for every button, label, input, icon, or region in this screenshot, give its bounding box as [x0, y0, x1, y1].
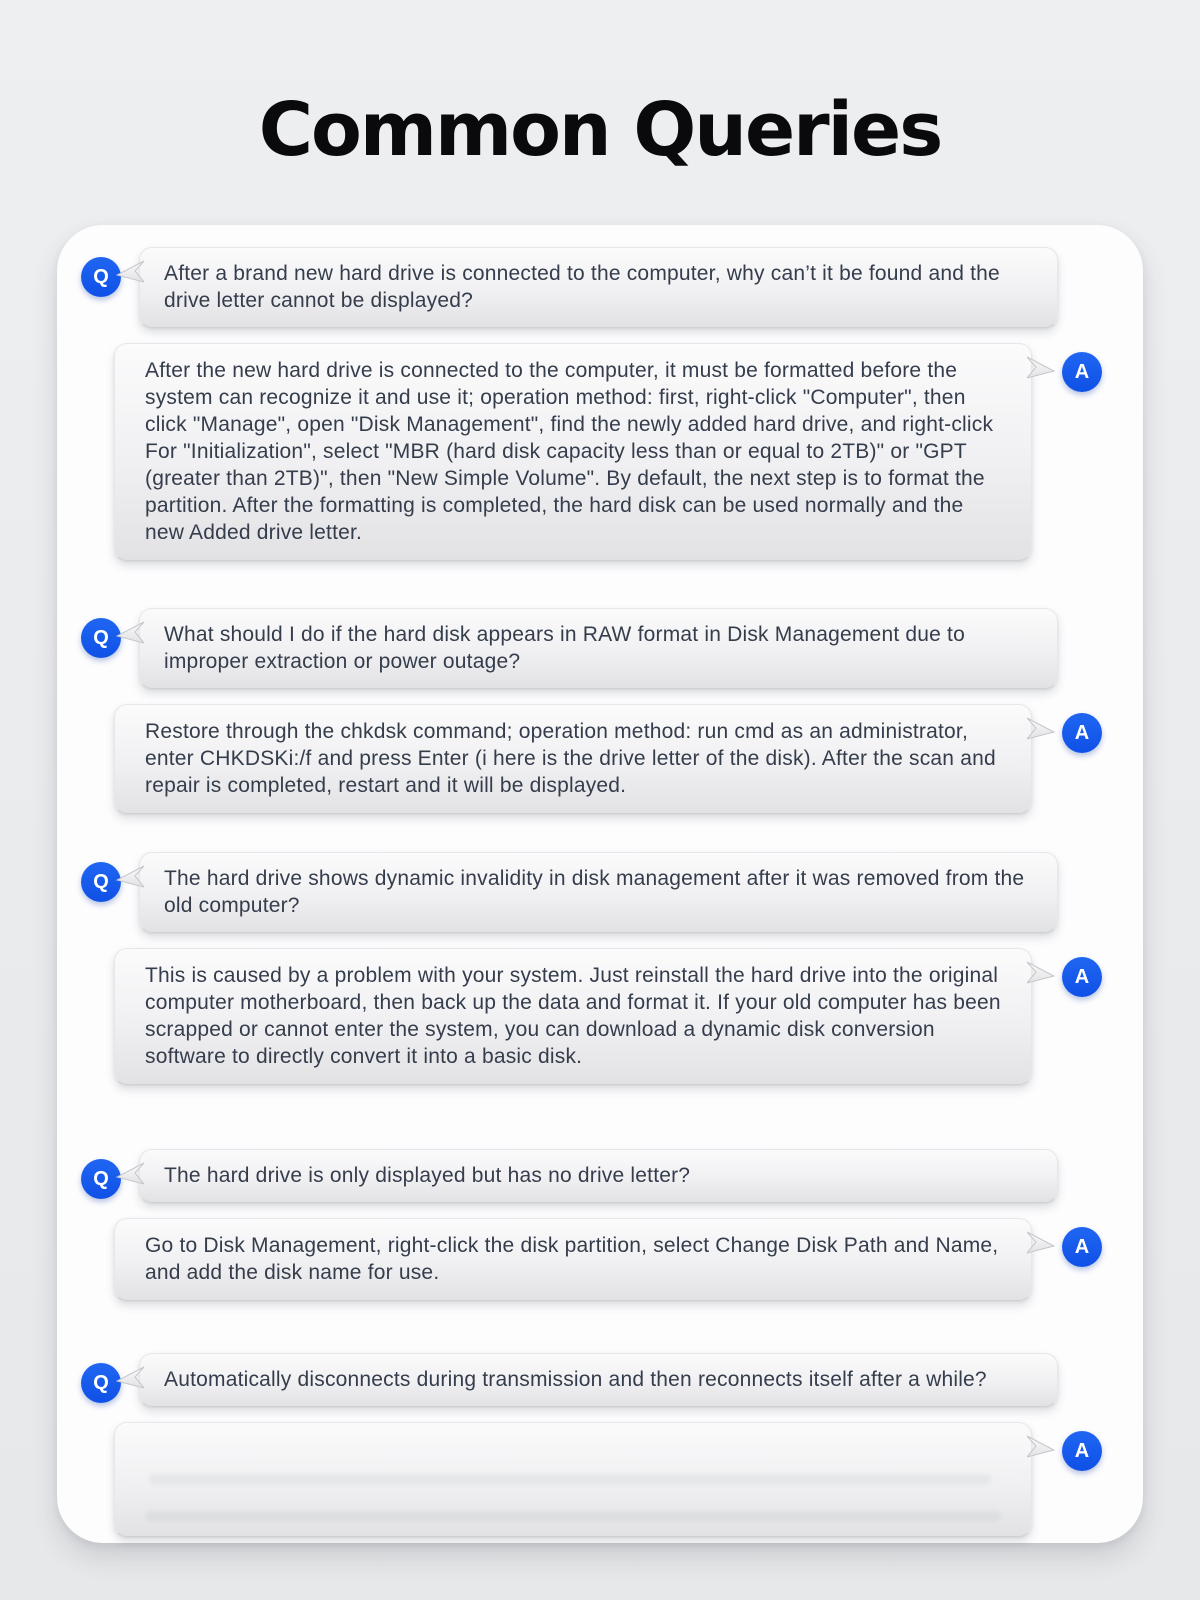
answer-text: Restore through the chkdsk command; operation method: run cmd as an administrator, enter CHKDSKi:/f and press Enter (i here is the drive letter of the disk). After the scan and repair is completed, restart and it will be displayed. [145, 720, 996, 797]
question-row [57, 247, 1143, 328]
faded-text-line [149, 1474, 991, 1485]
page-title: Common Queries [258, 87, 942, 173]
answer-bubble [114, 1218, 1032, 1301]
qa-pair [57, 1149, 1143, 1301]
answer-row [57, 1218, 1143, 1301]
answer-text: This is caused by a problem with your system. Just reinstall the hard drive into the original computer motherboard, then back up the data and format it. If your old computer has been scrapped or cannot enter the system, you can download a dynamic disk conversion software to directly convert it into a basic disk. [145, 964, 1001, 1068]
bubble-tail-icon [1027, 356, 1055, 380]
question-row [57, 1149, 1143, 1203]
answer-badge: A [1062, 1431, 1102, 1471]
question-badge: Q [81, 1363, 121, 1403]
answer-badge: A [1062, 352, 1102, 392]
question-bubble [139, 852, 1058, 933]
question-text: What should I do if the hard disk appears in RAW format in Disk Management due to improper extraction or power outage? [164, 623, 965, 673]
qa-pair [57, 852, 1143, 1085]
answer-badge: A [1062, 1227, 1102, 1267]
question-bubble [139, 1353, 1058, 1407]
bubble-tail-icon [116, 260, 144, 284]
bubble-tail-icon [1027, 717, 1055, 741]
answer-text: After the new hard drive is connected to the computer, it must be formatted before the system can recognize it and use it; operation method: first, right-click "Computer", then click "Manage", open "Disk Management", find the newly added hard drive, and right-click For "Initialization", select "MBR (hard disk capacity less than or equal to 2TB)" or "GPT (greater than 2TB)", then "New Simple Volume". By default, the next step is to format the partition. After the formatting is completed, the hard disk can be used normally and the new Added drive letter. [145, 359, 994, 544]
bubble-tail-icon [1027, 961, 1055, 985]
answer-badge: A [1062, 713, 1102, 753]
qa-pair [57, 247, 1143, 561]
bubble-tail-icon [1027, 1435, 1055, 1459]
faq-card [57, 225, 1143, 1543]
qa-pair [57, 1353, 1143, 1537]
answer-badge: A [1062, 957, 1102, 997]
question-bubble [139, 247, 1058, 328]
question-text: Automatically disconnects during transmission and then reconnects itself after a while? [164, 1368, 987, 1391]
question-text: The hard drive is only displayed but has no drive letter? [164, 1164, 691, 1187]
bubble-tail-icon [116, 1162, 144, 1186]
bubble-tail-icon [1027, 1231, 1055, 1255]
answer-bubble [114, 343, 1032, 561]
question-row [57, 852, 1143, 933]
answer-bubble [114, 704, 1032, 814]
question-text: The hard drive shows dynamic invalidity in disk management after it was removed from the old computer? [164, 867, 1025, 917]
answer-bubble-faded [114, 1422, 1032, 1537]
question-text: After a brand new hard drive is connected to the computer, why can’t it be found and the drive letter cannot be displayed? [164, 262, 1000, 312]
answer-row [57, 704, 1143, 814]
question-badge: Q [81, 618, 121, 658]
question-badge: Q [81, 1159, 121, 1199]
answer-bubble [114, 948, 1032, 1085]
question-row [57, 1353, 1143, 1407]
question-bubble [139, 608, 1058, 689]
answer-text: Go to Disk Management, right-click the disk partition, select Change Disk Path and Name, and add the disk name for use. [145, 1234, 999, 1284]
qa-pair [57, 608, 1143, 814]
faded-text-line [145, 1511, 1001, 1522]
question-badge: Q [81, 862, 121, 902]
bubble-tail-icon [116, 1366, 144, 1390]
question-bubble [139, 1149, 1058, 1203]
bubble-tail-icon [116, 621, 144, 645]
answer-row [57, 343, 1143, 561]
answer-row [57, 948, 1143, 1085]
bubble-tail-icon [116, 865, 144, 889]
answer-row [57, 1422, 1143, 1537]
question-row [57, 608, 1143, 689]
question-badge: Q [81, 257, 121, 297]
